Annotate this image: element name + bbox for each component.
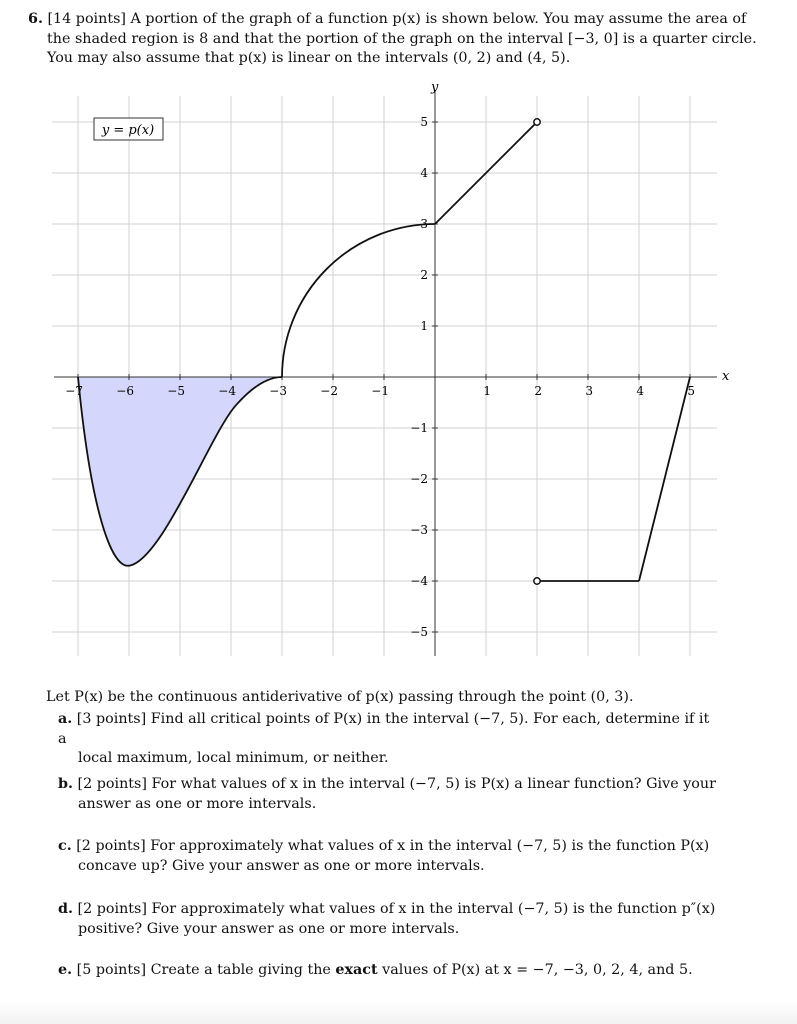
question-b-text-1: For what values of x in the interval (−7, 5) is P(x) a linear function? Give your: [151, 776, 716, 792]
problem-text-1: A portion of the graph of a function p(x) is shown below. You may assume the area of: [130, 11, 747, 27]
y-tick-label: −4: [410, 574, 428, 588]
y-tick-label: −2: [410, 472, 428, 486]
question-d-points: [2 points]: [77, 901, 147, 917]
x-tick-label: −6: [116, 384, 134, 398]
open-endpoint: [534, 119, 540, 125]
problem-text-2: the shaded region is 8 and that the portion of the graph on the interval [−3, 0] is a quarter circle.: [47, 30, 757, 47]
y-tick-label: −3: [410, 523, 428, 537]
question-d-text-2: positive? Give your answer as one or more intervals.: [78, 920, 460, 937]
question-c-label: c.: [58, 838, 72, 854]
y-tick-label: −1: [410, 421, 428, 435]
problem-line-1: [28, 10, 773, 30]
open-endpoint: [534, 578, 540, 584]
y-tick-label: 1: [420, 319, 428, 333]
question-a: [58, 710, 718, 769]
question-b-points: [2 points]: [77, 776, 147, 792]
x-tick-label: −4: [218, 384, 236, 398]
question-c-text-2: concave up? Give your answer as one or more intervals.: [78, 857, 485, 874]
x-tick-label: −3: [269, 384, 287, 398]
problem-points: [14 points]: [47, 11, 126, 27]
page-bottom-shade: [0, 1002, 797, 1024]
problem-number: 6.: [28, 11, 43, 27]
problem-text-3: You may also assume that p(x) is linear on the intervals (0, 2) and (4, 5).: [47, 50, 571, 66]
function-graph: [0, 78, 797, 663]
y-tick-label: 5: [420, 115, 428, 129]
legend-label: y = p(x): [101, 123, 155, 138]
question-b-label: b.: [58, 776, 73, 792]
intro-text: Let P(x) be the continuous antiderivative of p(x) passing through the point (0, 3).: [46, 689, 634, 705]
y-tick-label: 2: [420, 268, 428, 282]
x-tick-label: −5: [167, 384, 185, 398]
question-e-text-pre: Create a table giving the: [150, 962, 331, 978]
question-b: [58, 775, 718, 814]
x-tick-label: 5: [687, 384, 695, 398]
x-tick-label: −1: [371, 384, 389, 398]
x-tick-label: 3: [585, 384, 593, 398]
question-a-text-2: local maximum, local minimum, or neither.: [78, 750, 389, 766]
question-d-label: d.: [58, 901, 73, 917]
x-axis-label: x: [722, 369, 730, 384]
question-e-text-bold: exact: [335, 962, 378, 978]
question-a-text-1: Find all critical points of P(x) in the interval (−7, 5). For each, determine if it a: [58, 711, 710, 747]
question-c: [58, 837, 718, 876]
question-c-points: [2 points]: [76, 838, 146, 854]
y-tick-label: −5: [410, 625, 428, 639]
x-tick-label: −2: [320, 384, 338, 398]
y-tick-label: 3: [420, 217, 428, 231]
question-a-points: [3 points]: [76, 711, 147, 727]
question-a-label: a.: [58, 711, 73, 727]
question-e-label: e.: [58, 962, 73, 978]
axes: [54, 90, 717, 656]
y-axis-label: y: [431, 80, 439, 95]
curve-quarter-circle: [282, 224, 435, 377]
question-e-text-post: values of P(x) at x = −7, −3, 0, 2, 4, and 5.: [382, 962, 693, 978]
question-d: [58, 900, 718, 939]
x-tick-label: 2: [534, 384, 542, 398]
legend: [94, 118, 163, 140]
question-e-points: [5 points]: [76, 962, 147, 978]
x-tick-label: −7: [65, 384, 83, 398]
x-tick-label: 4: [636, 384, 644, 398]
question-c-text-1: For approximately what values of x in the interval (−7, 5) is the function P(x): [150, 838, 710, 854]
question-d-text-1: For approximately what values of x in the interval (−7, 5) is the function p″(x): [151, 901, 716, 917]
x-tick-label: 1: [483, 384, 491, 398]
question-e: [58, 961, 718, 981]
problem-statement: [28, 10, 773, 69]
y-tick-label: 4: [420, 166, 428, 180]
question-b-text-2: answer as one or more intervals.: [78, 795, 317, 812]
